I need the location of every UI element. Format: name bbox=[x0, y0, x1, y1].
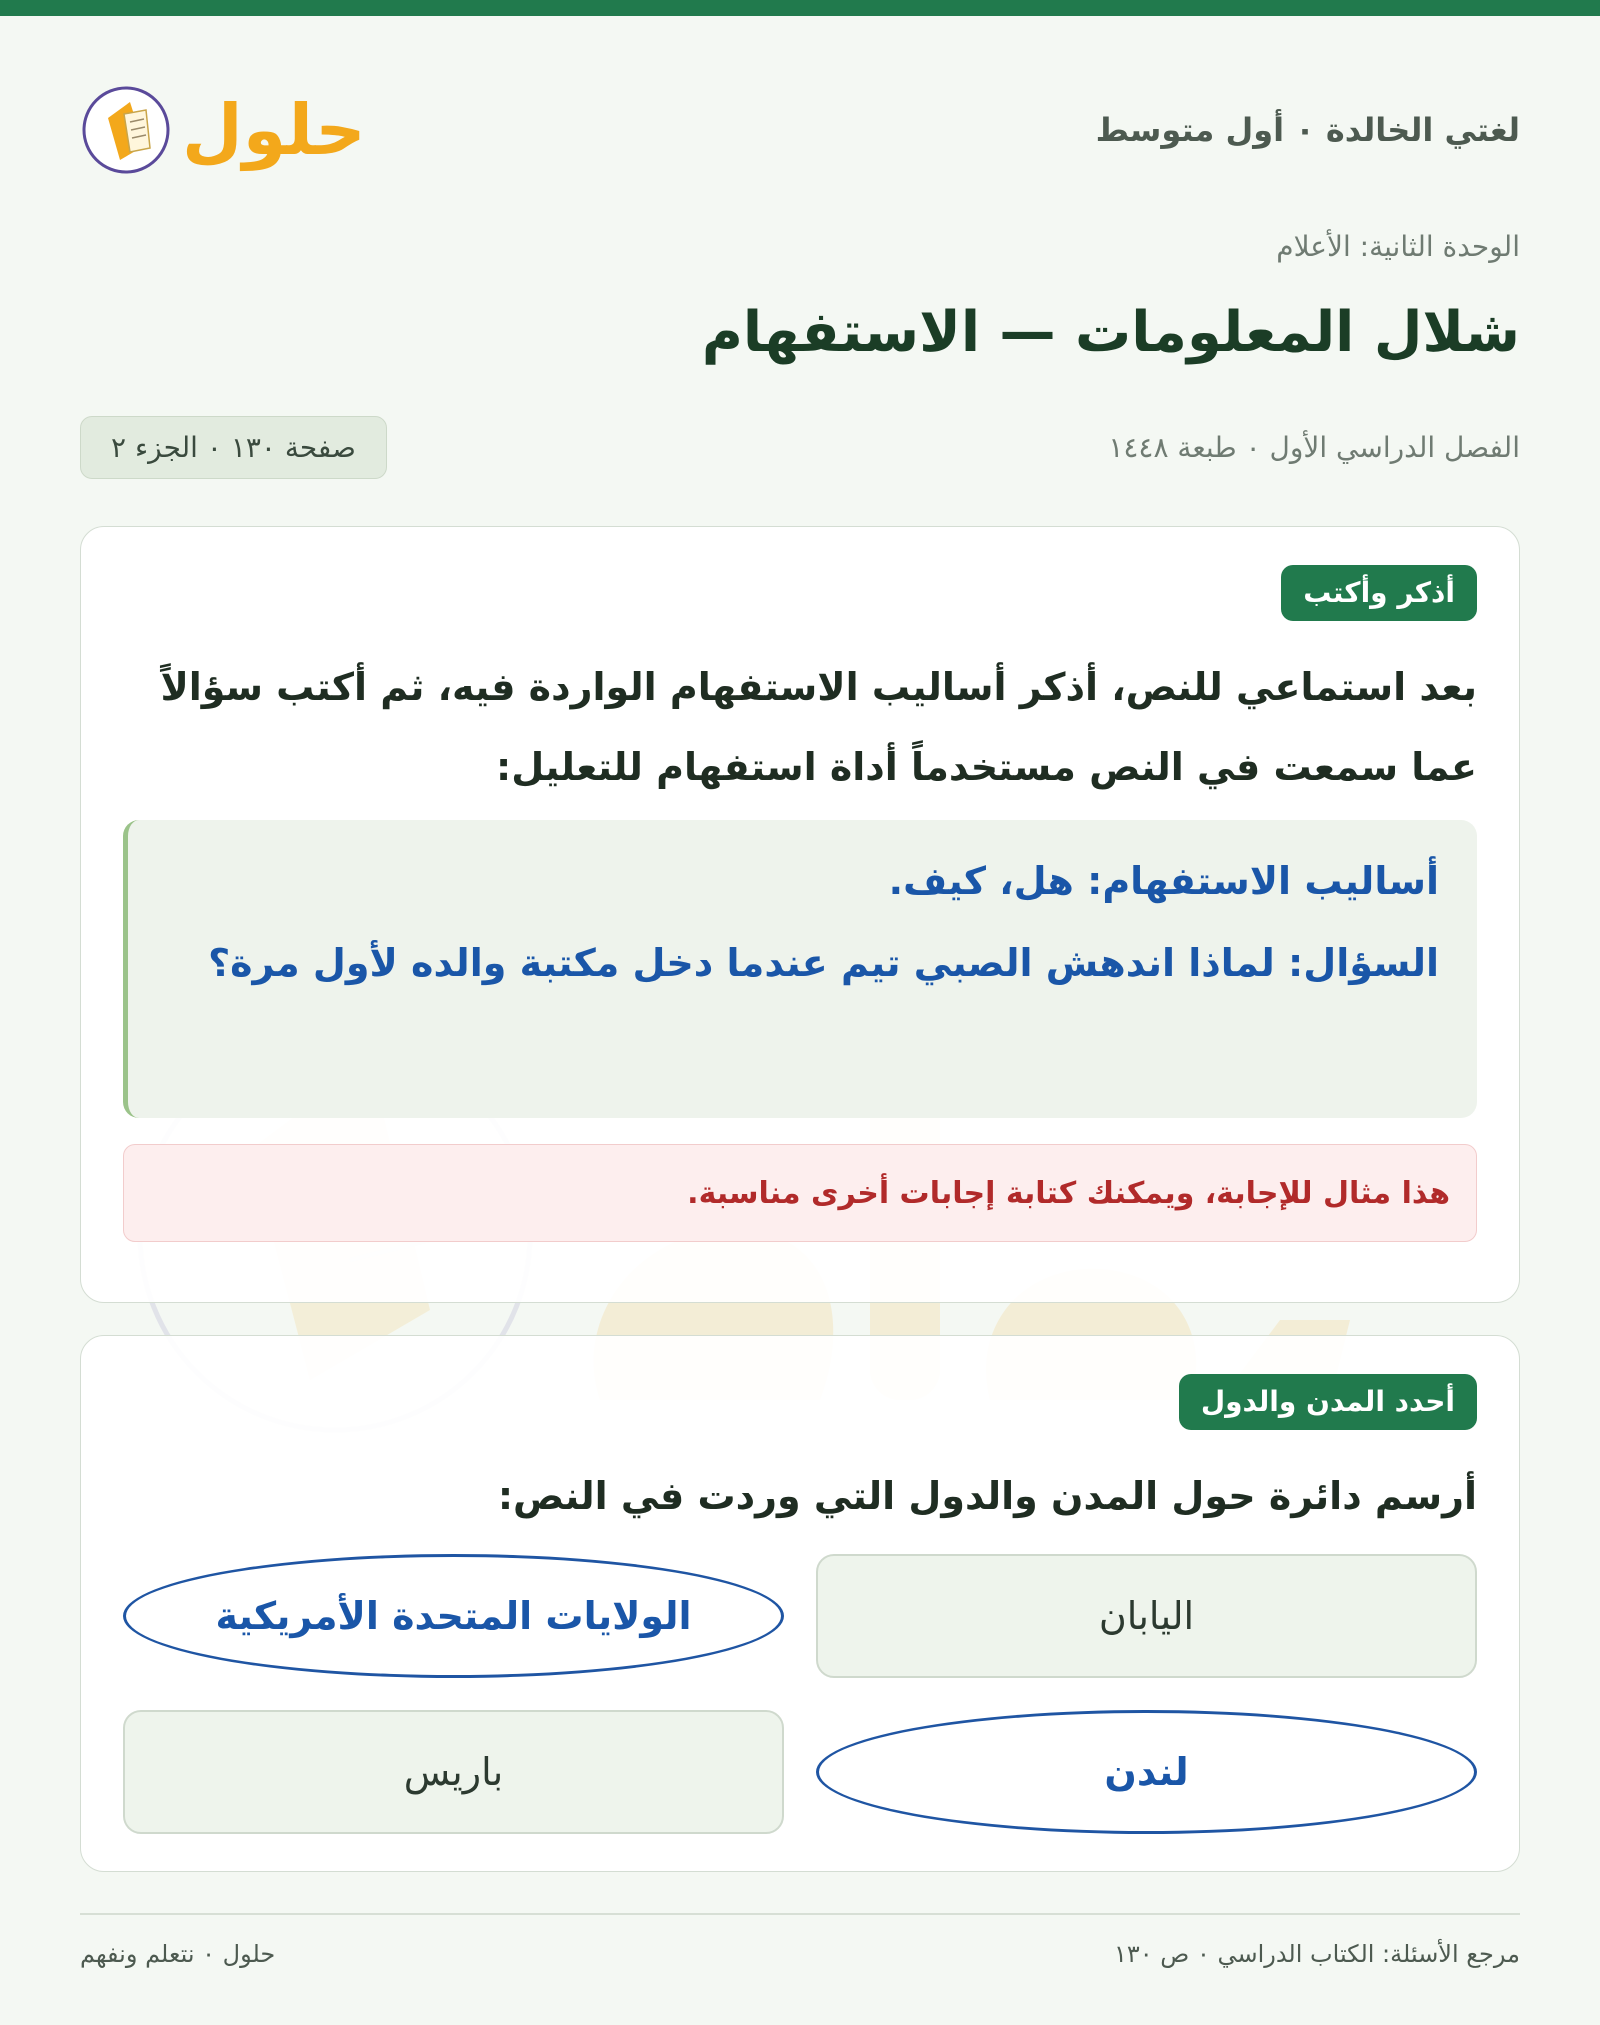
footer-reference: مرجع الأسئلة: الكتاب الدراسي ٠ ص ١٣٠ bbox=[1113, 1940, 1520, 1968]
section-tag: أذكر وأكتب bbox=[1281, 565, 1477, 621]
answer-question: السؤال: لماذا اندهش الصبي تيم عندما دخل مكتبة والده لأول مرة؟ bbox=[208, 941, 1439, 985]
book-circle-icon bbox=[80, 84, 172, 176]
section-tag: أحدد المدن والدول bbox=[1179, 1374, 1477, 1430]
question-card-cities-countries bbox=[80, 1335, 1520, 1872]
choices-grid bbox=[123, 1554, 1477, 1834]
page-header bbox=[80, 60, 1520, 200]
choice-paris[interactable]: باريس bbox=[123, 1710, 784, 1834]
question-card-mention-and-write bbox=[80, 526, 1520, 1303]
answer-styles: أساليب الاستفهام: هل، كيف. bbox=[888, 859, 1439, 903]
meta-row bbox=[80, 412, 1520, 482]
unit-label: الوحدة الثانية: الأعلام bbox=[1276, 230, 1520, 263]
page-footer bbox=[80, 1940, 1520, 1968]
brand-name: حلول bbox=[182, 89, 366, 171]
question-text: أرسم دائرة حول المدن والدول التي وردت في النص: bbox=[497, 1474, 1477, 1518]
footer-tagline: حلول ٠ نتعلم ونفهم bbox=[80, 1940, 276, 1968]
question-text: بعد استماعي للنص، أذكر أساليب الاستفهام الواردة فيه، ثم أكتب سؤالاً عما سمعت في النص مستخدماً أداة استفهام للتعليل: bbox=[160, 665, 1477, 789]
brand-logo[interactable] bbox=[80, 84, 366, 176]
choice-japan[interactable]: اليابان bbox=[816, 1554, 1477, 1678]
term-label: الفصل الدراسي الأول ٠ طبعة ١٤٤٨ bbox=[1108, 430, 1520, 464]
subject-title: لغتي الخالدة ٠ أول متوسط bbox=[1095, 111, 1520, 149]
page-title: شلال المعلومات — الاستفهام bbox=[701, 300, 1520, 365]
answer-box bbox=[123, 820, 1477, 1118]
answer-note: هذا مثال للإجابة، ويمكنك كتابة إجابات أخرى مناسبة. bbox=[123, 1144, 1477, 1242]
top-accent-bar bbox=[0, 0, 1600, 16]
footer-divider bbox=[80, 1913, 1520, 1915]
page-badge: صفحة ١٣٠ ٠ الجزء ٢ bbox=[80, 416, 387, 479]
choice-usa[interactable]: الولايات المتحدة الأمريكية bbox=[123, 1554, 784, 1678]
choice-london[interactable]: لندن bbox=[816, 1710, 1477, 1834]
